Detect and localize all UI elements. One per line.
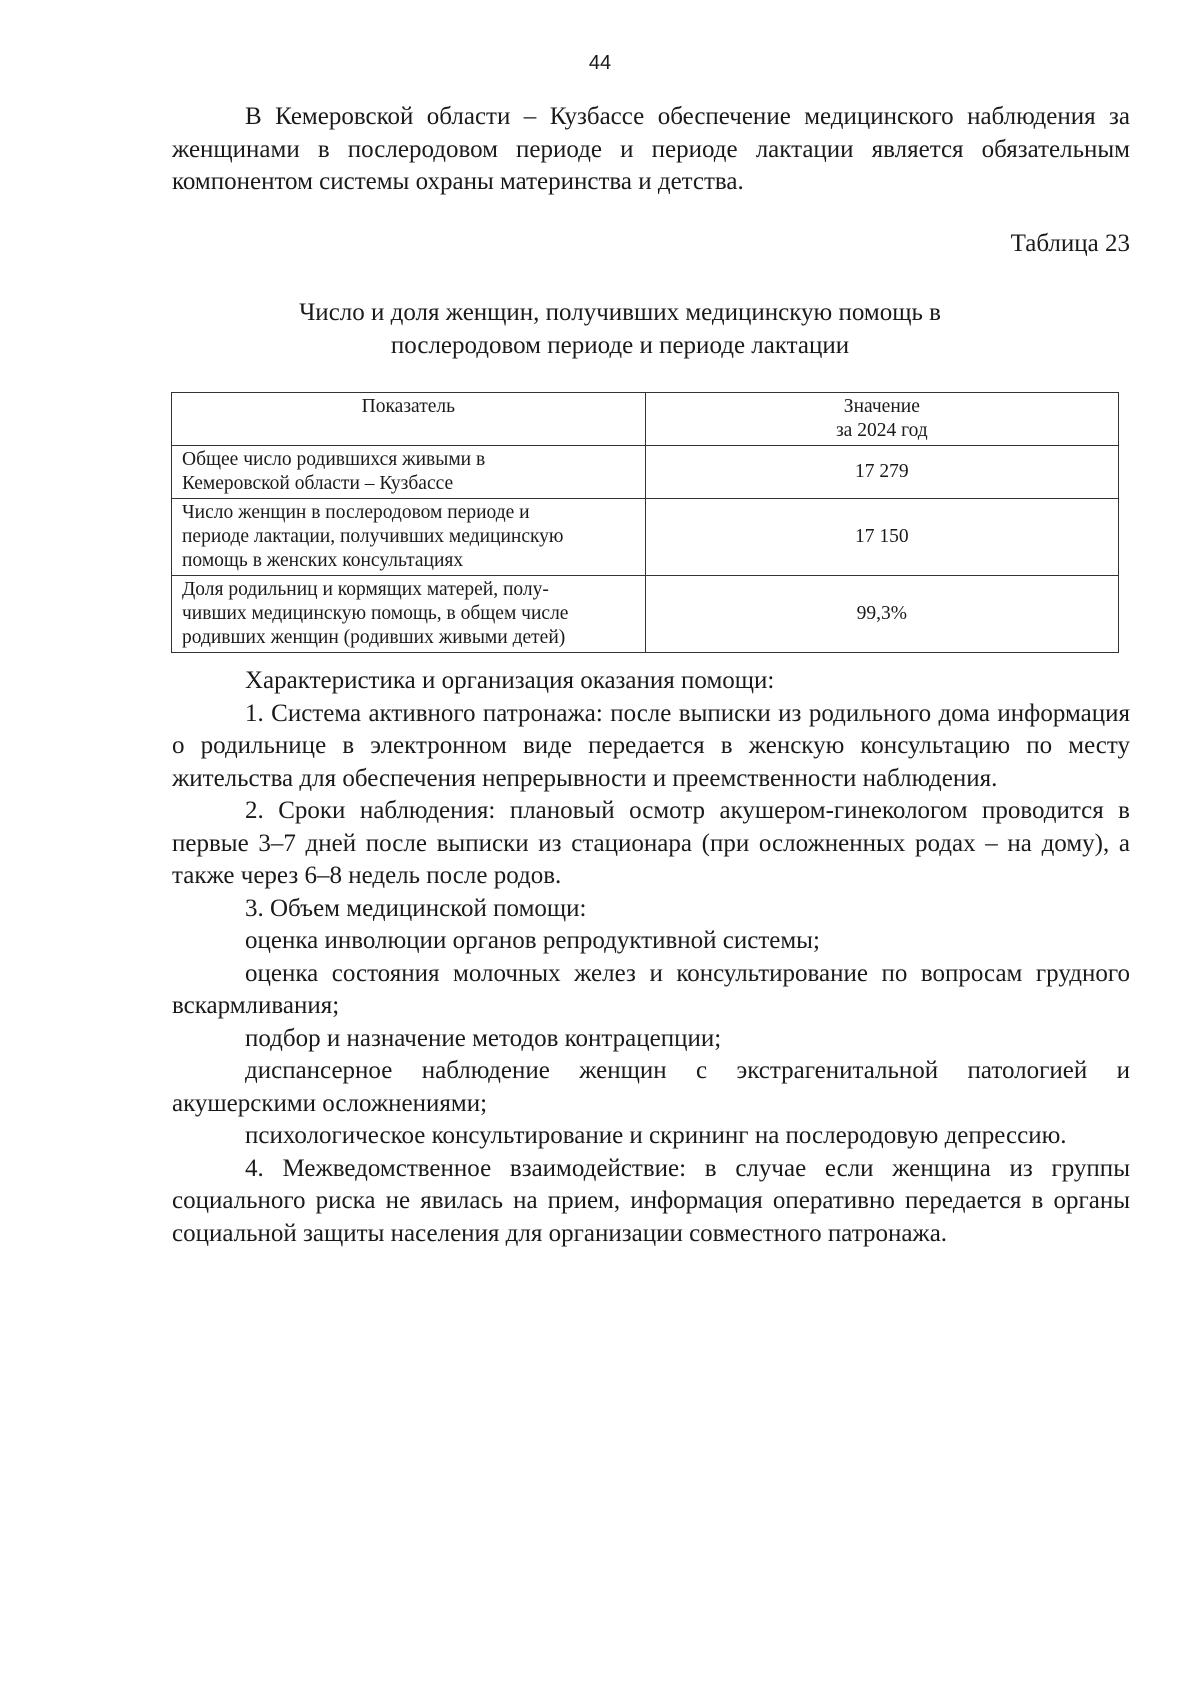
table-row	[172, 446, 1119, 499]
paragraph: оценка состояния молочных желез и консультирование по вопросам грудного вскармливания;	[172, 959, 1130, 1019]
header-indicator: Показатель	[172, 393, 646, 446]
indicator-line: родивших женщин (родивших живыми детей)	[182, 627, 566, 648]
indicator-line: периоде лактации, получивших медицинскую	[182, 526, 564, 547]
data-table	[171, 392, 1119, 653]
value-cell: 99,3%	[645, 576, 1118, 653]
indicator-line: Кемеровской области – Кузбассе	[182, 473, 454, 494]
table-row	[172, 576, 1119, 653]
indicator-cell	[172, 499, 646, 576]
value-cell: 17 150	[645, 499, 1118, 576]
indicator-line: Доля родильниц и кормящих матерей, полу-	[182, 579, 549, 600]
paragraph: Характеристика и организация оказания помощи:	[245, 667, 775, 694]
paragraph: психологическое консультирование и скрининг на послеродовую депрессию.	[245, 1122, 1067, 1149]
indicator-line: Общее число родившихся живыми в	[182, 449, 486, 470]
paragraph: оценка инволюции органов репродуктивной системы;	[245, 927, 820, 954]
body-section	[172, 665, 1130, 1250]
paragraph: 4. Межведомственное взаимодействие: в случае если женщина из группы социального риска не явилась на прием, информация оперативно передается в органы социальной защиты населения для организации совместного патронажа.	[172, 1154, 1130, 1247]
table-title	[260, 296, 980, 362]
table-title-line: послеродовом периоде и периоде лактации	[390, 332, 850, 359]
table-header-row	[172, 393, 1119, 446]
table-label: Таблица 23	[1010, 230, 1130, 257]
indicator-line: Число женщин в послеродовом периоде и	[182, 502, 530, 523]
indicator-line: помощь в женских консультациях	[182, 550, 464, 571]
header-value	[645, 393, 1118, 446]
indicator-cell	[172, 446, 646, 499]
table-row	[172, 499, 1119, 576]
paragraph: 1. Система активного патронажа: после выписки из родильного дома информация о родильнице в электронном виде передается в женскую консультацию по месту жительства для обеспечения непрерывности и преемственности наблюдения.	[172, 699, 1130, 792]
paragraph: подбор и назначение методов контрацепции;	[245, 1024, 722, 1052]
value-cell: 17 279	[645, 446, 1118, 499]
header-value-line: за 2024 год	[835, 420, 928, 441]
intro-section	[172, 101, 1130, 199]
header-value-line: Значение	[843, 396, 920, 417]
paragraph: диспансерное наблюдение женщин с экстрагенитальной патологией и акушерскими осложнениями;	[172, 1057, 1130, 1117]
intro-paragraph: В Кемеровской области – Кузбассе обеспечение медицинского наблюдения за женщинами в послеродовом периоде и периоде лактации является обязательным компонентом системы охраны материнства и детства.	[172, 103, 1130, 195]
paragraph: 2. Сроки наблюдения: плановый осмотр акушером-гинекологом проводится в первые 3–7 дней после выписки из стационара (при осложненных родах – на дому), а также через 6–8 недель после родов.	[172, 797, 1130, 889]
paragraph: 3. Объем медицинской помощи:	[245, 894, 587, 922]
indicator-line: чивших медицинскую помощь, в общем числе	[182, 603, 569, 624]
indicator-cell	[172, 576, 646, 653]
table-title-line: Число и доля женщин, получивших медицинскую помощь в	[299, 299, 941, 326]
page-number: 44	[588, 52, 612, 74]
